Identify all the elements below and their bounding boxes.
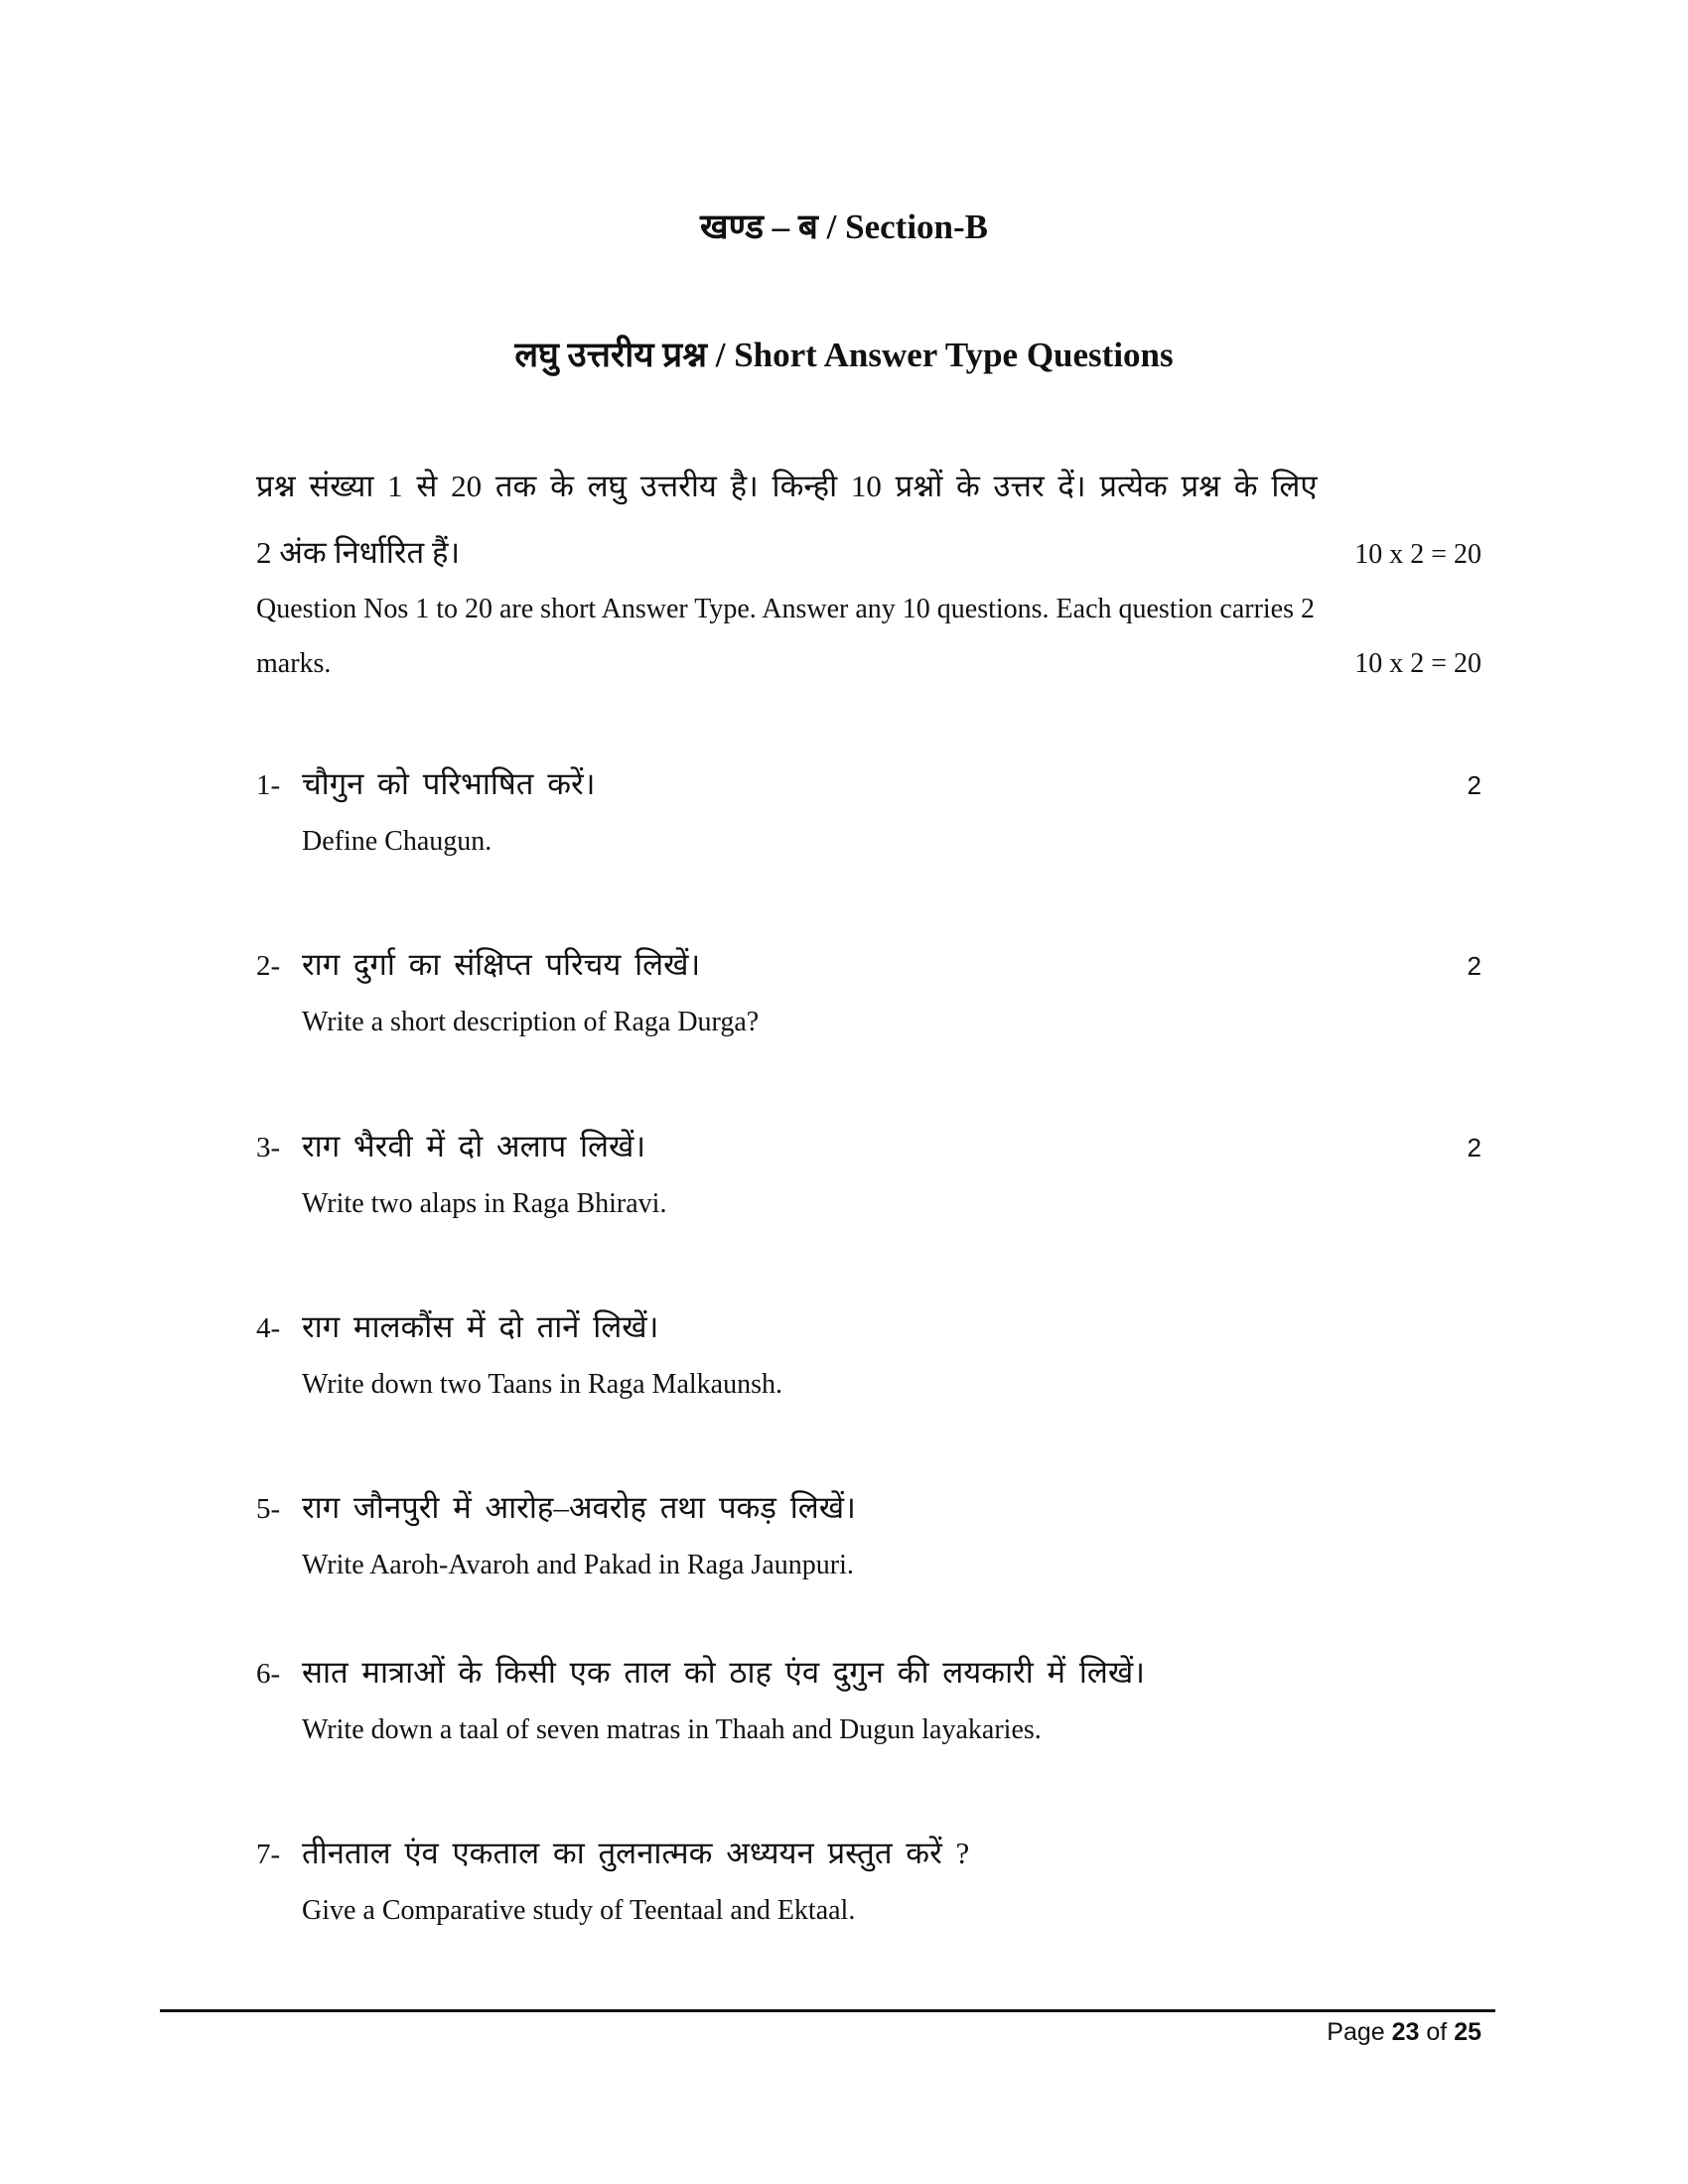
total-marks: 10 x 2 = 20 xyxy=(1354,648,1481,679)
instructions-text: 2 अंक निर्धारित हैं। xyxy=(256,535,461,570)
question-3 xyxy=(256,1125,1481,1166)
question-7 xyxy=(256,1832,1481,1873)
question-hindi: सात मात्राओं के किसी एक ताल को ठाह एंव दुगुन की लयकारी में लिखें। xyxy=(302,1655,1145,1690)
question-number: 1- xyxy=(256,769,281,801)
question-marks: 2 xyxy=(1467,951,1481,981)
instructions-english-line1 xyxy=(256,594,1481,625)
page-label: Page xyxy=(1327,2018,1385,2046)
instructions-english-line2 xyxy=(256,648,1481,680)
question-number: 5- xyxy=(256,1493,281,1525)
question-english: Write down two Taans in Raga Malkaunsh. xyxy=(302,1369,782,1400)
question-marks: 2 xyxy=(1467,770,1481,800)
question-number: 3- xyxy=(256,1132,281,1163)
page-number xyxy=(1327,2018,1481,2047)
footer-divider xyxy=(160,2009,1495,2012)
question-english: Write two alaps in Raga Bhiravi. xyxy=(302,1188,667,1219)
question-english: Define Chaugun. xyxy=(302,826,492,857)
question-2 xyxy=(256,943,1481,985)
question-english: Give a Comparative study of Teentaal and Ektaal. xyxy=(302,1895,856,1926)
question-hindi: राग मालकौंस में दो तानें लिखें। xyxy=(302,1309,659,1344)
page-of: of xyxy=(1426,2018,1448,2046)
question-hindi: राग भैरवी में दो अलाप लिखें। xyxy=(302,1129,646,1163)
question-hindi: राग जौनपुरी में आरोह–अवरोह तथा पकड़ लिखें। xyxy=(302,1490,856,1525)
question-5 xyxy=(256,1486,1481,1528)
current-page: 23 xyxy=(1391,2018,1420,2046)
question-hindi: राग दुर्गा का संक्षिप्त परिचय लिखें। xyxy=(302,947,701,982)
total-marks: 10 x 2 = 20 xyxy=(1354,539,1481,570)
question-number: 6- xyxy=(256,1658,281,1690)
instructions-hindi-line2 xyxy=(256,531,1481,573)
instructions-text: marks. xyxy=(256,648,332,679)
question-hindi: तीनताल एंव एकताल का तुलनात्मक अध्ययन प्रस्तुत करें ? xyxy=(302,1836,970,1870)
question-6 xyxy=(256,1651,1481,1693)
section-title: खण्ड – ब / Section-B xyxy=(699,207,989,246)
question-1 xyxy=(256,762,1481,804)
question-english: Write a short description of Raga Durga? xyxy=(302,1007,760,1037)
question-number: 4- xyxy=(256,1312,281,1344)
question-english: Write down a taal of seven matras in Thaah and Dugun layakaries. xyxy=(302,1714,1042,1745)
question-marks: 2 xyxy=(1467,1133,1481,1162)
section-subtitle: लघु उत्तरीय प्रश्न / Short Answer Type Questions xyxy=(514,336,1174,374)
instructions-text: प्रश्न संख्या 1 से 20 तक के लघु उत्तरीय है। किन्ही 10 प्रश्नों के उत्तर दें। प्रत्येक प्रश्न के लिए xyxy=(256,469,1318,503)
question-english: Write Aaroh-Avaroh and Pakad in Raga Jaunpuri. xyxy=(302,1550,854,1580)
total-pages: 25 xyxy=(1454,2018,1481,2046)
question-4 xyxy=(256,1305,1481,1347)
question-number: 7- xyxy=(256,1839,281,1870)
instructions-hindi-line1 xyxy=(256,465,1481,506)
question-number: 2- xyxy=(256,950,281,982)
instructions-text: Question Nos 1 to 20 are short Answer Type. Answer any 10 questions. Each question carries 2 xyxy=(256,594,1315,624)
question-hindi: चौगुन को परिभाषित करें। xyxy=(302,766,596,801)
